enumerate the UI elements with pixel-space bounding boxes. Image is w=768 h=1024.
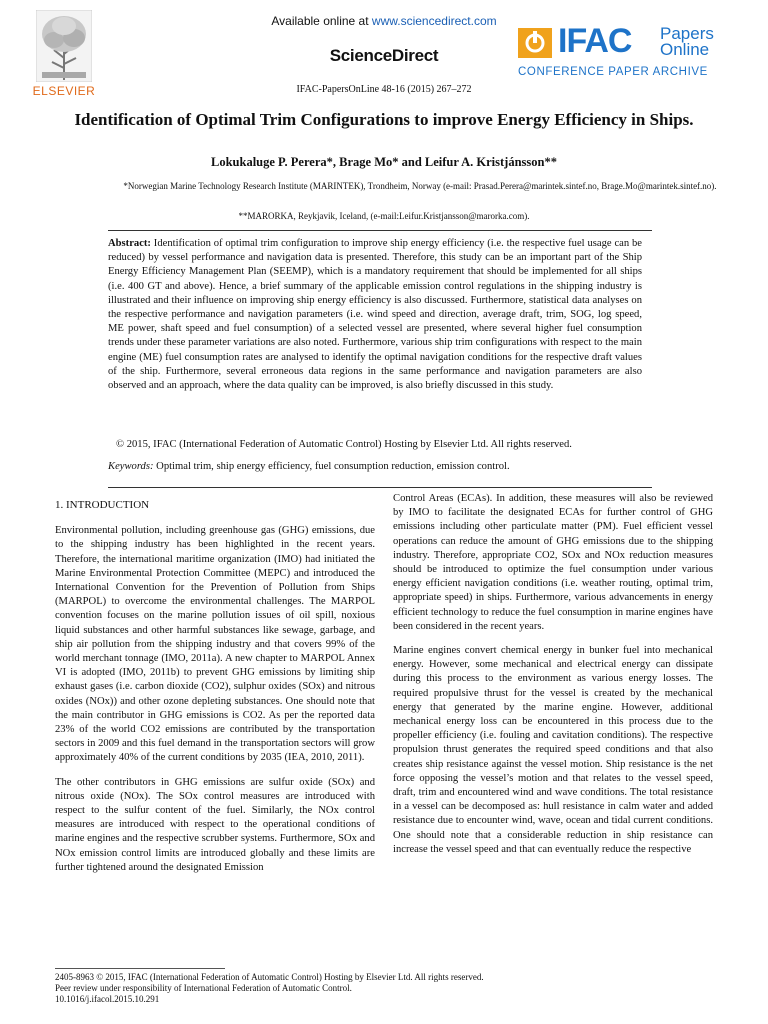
abstract [108, 237, 642, 393]
footer-copyright: 2405-8963 © 2015, IFAC (International Federation of Automatic Control) Hosting by Elsevier Ltd. All rights reserved. [55, 972, 484, 982]
paragraph: Control Areas (ECAs). In addition, these measures will also be reviewed by IMO to facilitate the designated ECAs for further control of GHG emissions including other particulate matter (PM). Fuel efficient vessel operations can reduce the amount of GHG emissions due to the shipping industry. Therefore, appropriate CO2, SOx and NOx reduction measures should be introduced to optimize the fuel consumption under various energy efficient navigation conditions (i.e. weather routing, optimal trim, appropriate speed) in ships. Furthermore, various advancements in energy efficient technology to reduce the fuel consumption in marine engines have been considered in the recent years. [393, 493, 713, 632]
affiliation-2: **MARORKA, Reykjavik, Iceland, (e-mail:Leifur.Kristjansson@marorka.com). [238, 211, 530, 221]
abstract-text: Identification of optimal trim configuration to improve ship energy efficiency (i.e. the respective fuel usage can be reduced) by vessel performance and navigation data is presented. Therefore, this study can be an important part of the Ship Energy Efficiency Management Plan (SEEMP), which is a mandatory requirement that should be implemented for all ships (i.e. 400 GT and above). Hence, a brief summary of the applicable emission control regulations in the shipping industry is illustrated and their influence on improving ship energy efficiency is also discussed. Furthermore, statistical data analyses on the respective performance and navigation parameters (i.e. wind speed and direction, average draft, trim, SOG, log speed, ME power, shaft speed and fuel consumption) of a selected vessel are presented, where several higher fuel consumption trends under these parameter variations are also noted. Furthermore, various ship trim configurations with respect to the main engine (ME) fuel consumption rates are analysed to identify the optimal navigation conditions for the respective draft values of the ship. Furthermore, several erroneous data regions in the same performance and navigation parameters are also observed and an approach, where the data quality can be improved, is also briefly discussed in this study. [108, 238, 642, 392]
sciencedirect-link[interactable]: www.sciencedirect.com [371, 14, 497, 28]
section-heading: 1. INTRODUCTION [55, 499, 150, 511]
keywords-text: Optimal trim, ship energy efficiency, fuel consumption reduction, emission control. [153, 461, 510, 472]
authors: Lokukaluge P. Perera*, Brage Mo* and Leifur A. Kristjánsson** [211, 155, 557, 169]
journal-name: ScienceDirect [329, 46, 439, 65]
footer [55, 972, 715, 1005]
available-prefix: Available online at [271, 14, 372, 28]
affiliation-1: *Norwegian Marine Technology Research Institute (MARINTEK), Trondheim, Norway (e-mail: Prasad.Perera@marintek.sintef.no, Brage.Mo@marintek.sintef.no). [123, 181, 717, 191]
paragraph: Environmental pollution, including greenhouse gas (GHG) emissions, due to the shipping industry has been highlighted in the recent years. Therefore, the international maritime organization (IMO) had initiated the Marine Environmental Protection Committee (MEPC) and introduced the International Convention for the Prevention of Pollution from Ships (MARPOL) to overcome the environmental challenges. The MARPOL convention focuses on the marine pollution issues of oil spill, noxious liquid substances and other harmful substances like sewage, garbage, and ship air pollution from the shipping industry and that covers 99% of the world merchant tonnage (IMO, 2011a). A new chapter to MARPOL Annex VI is adopted (IMO, 2011b) to prevent GHG emissions by limiting ship exhaust gases (i.e. carbon dioxide (CO2), sulphur oxides (SOx) and nitrous oxides (NOx)) and other ozone depleting substances. One should note that the main contributor in GHG emissions is CO2. As per the reported data 23% of the world CO2 emissions are contributed by the transportation sectors in 2009 and this fuel demand in the transportation sectors will grow approximately 40% of the current conditions by 2035 (IEA, 2010, 2011). [55, 525, 375, 764]
keywords-label: Keywords: [108, 461, 154, 472]
paper-title: Identification of Optimal Trim Configurations to improve Energy Efficiency in Ships. [74, 110, 694, 129]
ifac-logo [518, 24, 728, 84]
abstract-label: Abstract: [108, 238, 151, 249]
paragraph: The other contributors in GHG emissions are sulfur oxide (SOx) and nitrous oxide (NOx). The SOx control measures are introduced with respect to the sulfur content of the fuel. Similarly, the NOx control measures are introduced with respect to the operational conditions of marine engines and the respective scrubber systems. Furthermore, SOx and NOx emission control limits are introduced globally and these limits are further tightened around the designated Emission [55, 776, 375, 873]
left-column [55, 498, 375, 885]
ifac-word: IFAC [558, 22, 632, 60]
right-column [393, 492, 713, 867]
copyright: © 2015, IFAC (International Federation of Automatic Control) Hosting by Elsevier Ltd. All rights reserved. [116, 439, 572, 450]
elsevier-label: ELSEVIER [32, 84, 96, 98]
ifac-archive-label: CONFERENCE PAPER ARCHIVE [518, 66, 708, 78]
footer-rule [55, 968, 225, 969]
paragraph: Marine engines convert chemical energy in bunker fuel into mechanical energy. However, some mechanical and electrical energy can dissipate during this process to the environment as various energy losses. The required propulsive thrust for the vessel is created by the mechanical energy that generated by the marine engine. However, additional mechanical energy loss can be encountered in this process due to the propeller efficiency (i.e. fouling and cavitation conditions). The respective propulsion thrust generates the required speed conditions and that also creates ship resistance against the vessel motion. Ship resistance is the net force opposing the vessel’s motion and that relates to the vessel speed, draft, trim and encountered wind and wave conditions. The total resistance in a vessel can be decomposed as: hull resistance in calm water and added resistance due to encounter wind, wave, ocean and tidal current conditions. One should note that a considerable reduction in ship resistance can increase the vessel speed and that can eventually reduce the respective [393, 645, 713, 855]
ifac-online: Online [660, 40, 710, 59]
keywords [108, 461, 642, 472]
footer-doi[interactable]: 10.1016/j.ifacol.2015.10.291 [55, 994, 160, 1004]
abstract-box [108, 230, 652, 488]
ifac-emblem-icon [518, 28, 552, 58]
footer-peer-review: Peer review under responsibility of International Federation of Automatic Control. [55, 983, 352, 993]
ifac-papers-online [660, 26, 714, 58]
ifac-papers: Papers [660, 24, 714, 43]
citation: IFAC-PapersOnLine 48-16 (2015) 267–272 [296, 84, 472, 95]
